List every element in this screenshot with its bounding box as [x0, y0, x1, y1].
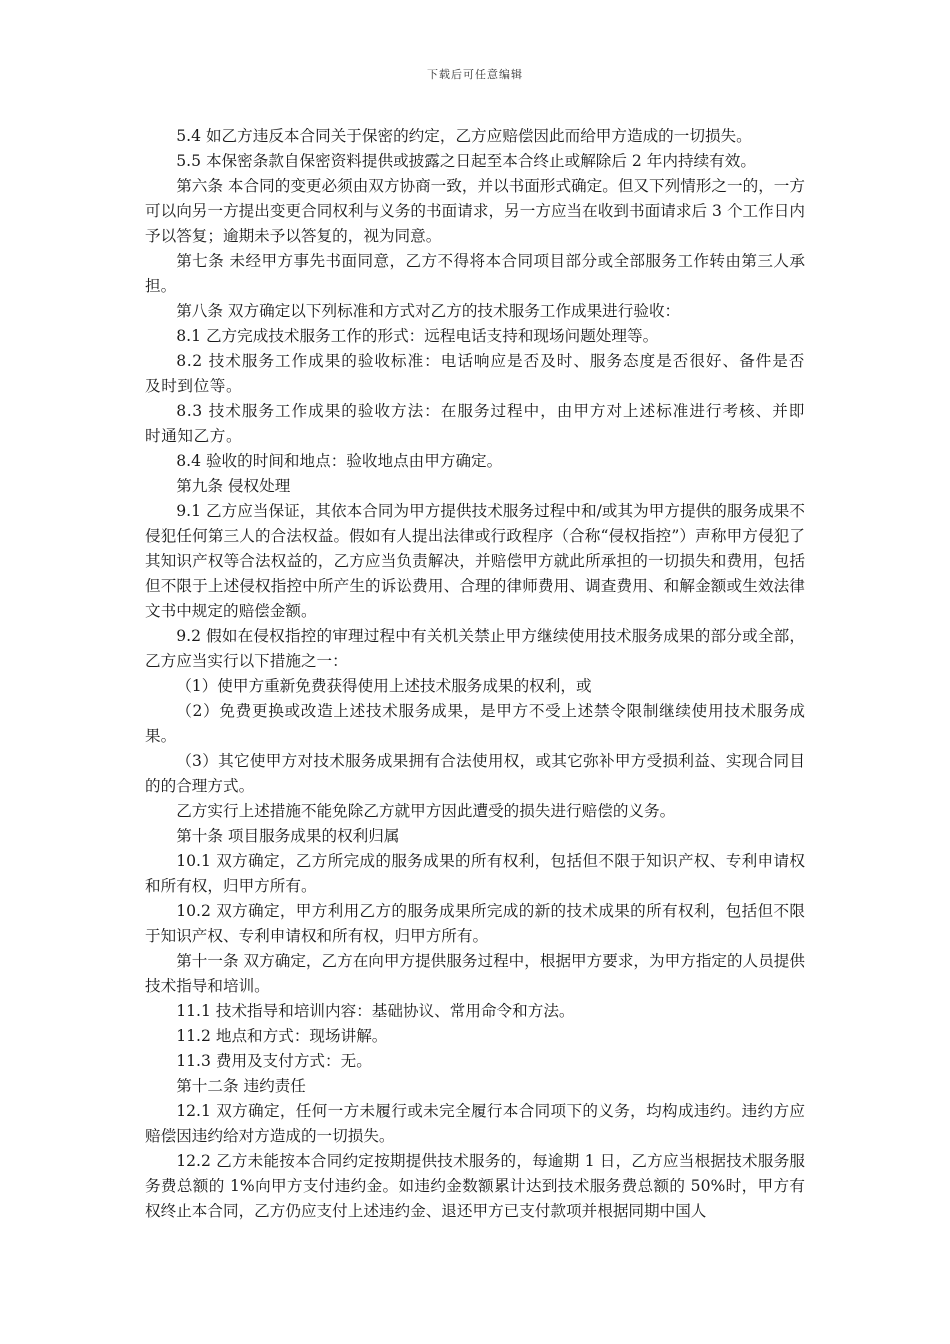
article-11: 第十一条 双方确定，乙方在向甲方提供服务过程中，根据甲方要求，为甲方指定的人员提供技术指导和培训。 [145, 952, 805, 995]
paragraph-12-2: 12.2 乙方未能按本合同约定按期提供技术服务的，每逾期 1 日，乙方应当根据技术服务服务费总额的 1%向甲方支付违约金。如违约金数额累计达到技术服务费总额的 50%时，甲方有权终止本合同，乙方仍应支付上述违约金、退还甲方已支付款项并根据同期中国人 [145, 1152, 805, 1220]
page-header: 下载后可任意编辑 [427, 68, 523, 81]
paragraph-8-2: 8.2 技术服务工作成果的验收标准：电话响应是否及时、服务态度是否很好、备件是否及时到位等。 [145, 352, 805, 395]
article-7: 第七条 未经甲方事先书面同意，乙方不得将本合同项目部分或全部服务工作转由第三人承担。 [145, 252, 805, 295]
measure-2: （2）免费更换或改造上述技术服务成果，是甲方不受上述禁令限制继续使用技术服务成果。 [145, 702, 805, 745]
article-8: 第八条 双方确定以下列标准和方式对乙方的技术服务工作成果进行验收： [176, 302, 681, 320]
paragraph-11-1: 11.1 技术指导和培训内容：基础协议、常用命令和方法。 [176, 1002, 575, 1020]
paragraph-5-5: 5.5 本保密条款自保密资料提供或披露之日起至本合终止或解除后 2 年内持续有效。 [176, 152, 756, 170]
paragraph-12-1: 12.1 双方确定，任何一方未履行或未完全履行本合同项下的义务，均构成违约。违约方应赔偿因违约给对方造成的一切损失。 [145, 1102, 805, 1145]
article-6: 第六条 本合同的变更必须由双方协商一致，并以书面形式确定。但又下列情形之一的，一方可以向另一方提出变更合同权利与义务的书面请求，另一方应当在收到书面请求后 3 个工作日内予以答复；逾期未予以答复的，视为同意。 [145, 177, 805, 245]
paragraph-5-4: 5.4 如乙方违反本合同关于保密的约定，乙方应赔偿因此而给甲方造成的一切损失。 [176, 127, 752, 145]
paragraph-9-1: 9.1 乙方应当保证，其依本合同为甲方提供技术服务过程中和/或其为甲方提供的服务成果不侵犯任何第三人的合法权益。假如有人提出法律或行政程序（合称“侵权指控”）声称甲方侵犯了其知识产权等合法权益的，乙方应当负责解决，并赔偿甲方就此所承担的一切损失和费用，包括但不限于上述侵权指控中所产生的诉讼费用、合理的律师费用、调查费用、和解金额或生效法律文书中规定的赔偿金额。 [145, 502, 805, 620]
article-9-title: 第九条 侵权处理 [176, 477, 291, 495]
paragraph-10-1: 10.1 双方确定，乙方所完成的服务成果的所有权利，包括但不限于知识产权、专利申请权和所有权，归甲方所有。 [145, 852, 805, 895]
article-10-title: 第十条 项目服务成果的权利归属 [176, 827, 400, 845]
paragraph-11-3: 11.3 费用及支付方式：无。 [176, 1052, 372, 1070]
measure-3: （3）其它使甲方对技术服务成果拥有合法使用权，或其它弥补甲方受损利益、实现合同目的的合理方式。 [145, 752, 805, 795]
article-12-title: 第十二条 违约责任 [176, 1077, 306, 1095]
document-body [145, 124, 805, 1224]
paragraph-9-2: 9.2 假如在侵权指控的审理过程中有关机关禁止甲方继续使用技术服务成果的部分或全部，乙方应当实行以下措施之一： [145, 627, 805, 670]
paragraph-8-3: 8.3 技术服务工作成果的验收方法：在服务过程中，由甲方对上述标准进行考核、并即时通知乙方。 [145, 402, 805, 445]
paragraph-11-2: 11.2 地点和方式：现场讲解。 [176, 1027, 388, 1045]
paragraph-9-note: 乙方实行上述措施不能免除乙方就甲方因此遭受的损失进行赔偿的义务。 [176, 802, 676, 820]
paragraph-8-1: 8.1 乙方完成技术服务工作的形式：远程电话支持和现场问题处理等。 [176, 327, 659, 345]
paragraph-8-4: 8.4 验收的时间和地点：验收地点由甲方确定。 [176, 452, 503, 470]
paragraph-10-2: 10.2 双方确定，甲方利用乙方的服务成果所完成的新的技术成果的所有权利，包括但不限于知识产权、专利申请权和所有权，归甲方所有。 [145, 902, 805, 945]
measure-1: （1）使甲方重新免费获得使用上述技术服务成果的权利，或 [176, 677, 592, 695]
